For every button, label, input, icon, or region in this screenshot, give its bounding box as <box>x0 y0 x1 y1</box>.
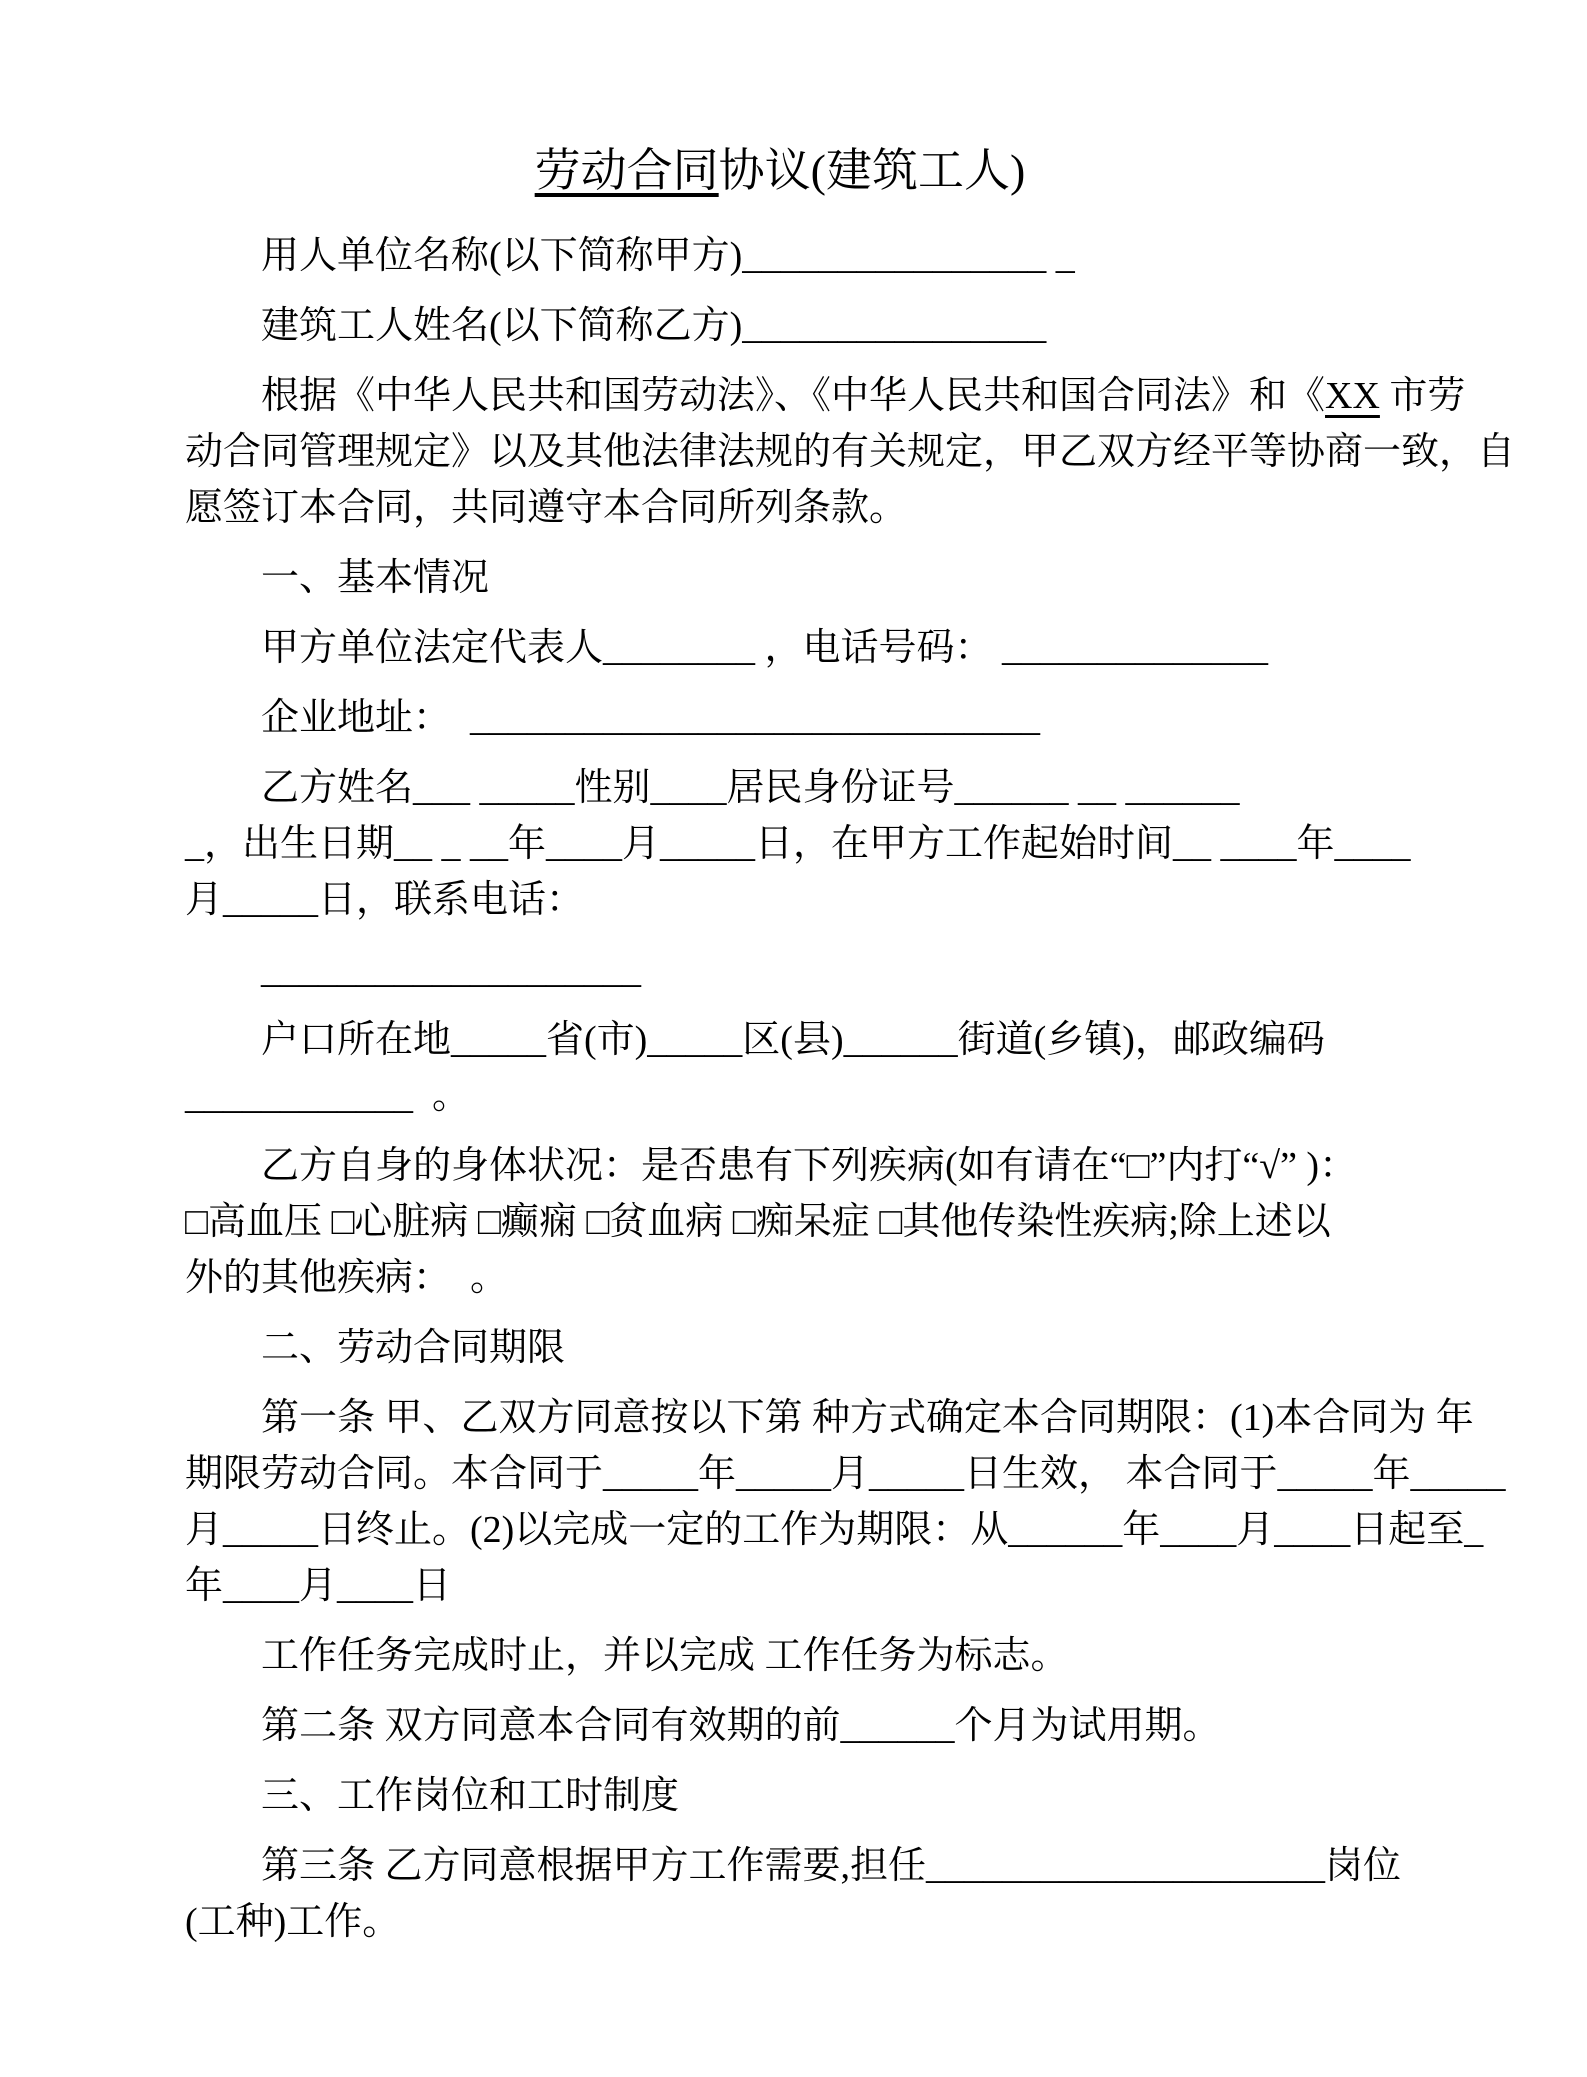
basis-line2: 动合同管理规定》以及其他法律法规的有关规定，甲乙双方经平等协商一致，自 <box>185 431 1516 473</box>
basis-line1-post: 市劳 <box>1379 375 1466 417</box>
article1-paragraph <box>185 1390 1506 1614</box>
basis-city-placeholder: XX <box>1325 375 1380 417</box>
legal-basis-paragraph <box>185 368 1516 536</box>
health-paragraph <box>185 1138 1375 1306</box>
health-line2: □高血压 □心脏病 □癫痫 □贫血病 □痴呆症 □其他传染性疾病;除上述以 <box>185 1201 1331 1243</box>
article3-line1: 第三条 乙方同意根据甲方工作需要,担任_____________________岗位 <box>261 1845 1402 1887</box>
legal-rep-text: 甲方单位法定代表人________ ，电话号码： ______________ <box>261 627 1269 669</box>
legal-rep-line <box>185 620 1375 676</box>
section3-heading <box>185 1768 1375 1824</box>
section1-heading <box>185 550 1375 606</box>
task-note-text: 工作任务完成时止，并以完成 工作任务为标志。 <box>261 1635 1069 1677</box>
residence-line1: 户口所在地_____省(市)_____区(县)______街道(乡镇)，邮政编码 <box>261 1019 1325 1061</box>
section2-heading-text: 二、劳动合同期限 <box>261 1327 566 1369</box>
article3-paragraph <box>185 1838 1402 1950</box>
article3-line2: (工种)工作。 <box>185 1901 401 1943</box>
basis-line1-pre: 根据《中华人民共和国劳动法》、《中华人民共和国合同法》和《 <box>261 375 1326 417</box>
title-underlined-part: 劳动合同 <box>534 145 719 196</box>
residence-line2: ____________ 。 <box>185 1075 471 1117</box>
worker-info-line2: _，出生日期__ _ __年____月_____日，在甲方工作起始时间__ ____年____ <box>185 823 1411 865</box>
document-title <box>185 138 1375 204</box>
article1-line2: 期限劳动合同。本合同于_____年_____月_____日生效， 本合同于_____年_____ <box>185 1453 1506 1495</box>
worker-info-line3: 月_____日，联系电话： <box>185 879 585 921</box>
residence-paragraph <box>185 1012 1375 1124</box>
party-a-text: 用人单位名称(以下简称甲方)________________ _ <box>261 235 1075 277</box>
party-b-line <box>185 298 1375 354</box>
company-address-text: 企业地址： ______________________________ <box>261 697 1041 739</box>
article1-line1: 第一条 甲、乙双方同意按以下第 种方式确定本合同期限：(1)本合同为 年 <box>261 1397 1474 1439</box>
section2-heading <box>185 1320 1375 1376</box>
article2-text: 第二条 双方同意本合同有效期的前______个月为试用期。 <box>261 1705 1221 1747</box>
article2-line <box>185 1698 1375 1754</box>
worker-info-paragraph <box>185 760 1411 928</box>
party-a-line <box>185 228 1375 284</box>
article1-line3: 月_____日终止。(2)以完成一定的工作为期限：从______年____月____日起至_ <box>185 1509 1484 1551</box>
worker-info-line1: 乙方姓名___ _____性别____居民身份证号______ __ ______ <box>261 767 1240 809</box>
section3-heading-text: 三、工作岗位和工时制度 <box>261 1775 680 1817</box>
phone-blank-text: ____________________ <box>261 949 641 991</box>
health-line3: 外的其他疾病： 。 <box>185 1257 509 1299</box>
article1-line4: 年____月____日 <box>185 1565 452 1607</box>
section1-heading-text: 一、基本情况 <box>261 557 490 599</box>
phone-blank-line <box>185 942 1375 998</box>
title-rest-part: 协议(建筑工人) <box>718 145 1026 196</box>
company-address-line <box>185 690 1375 746</box>
party-b-text: 建筑工人姓名(以下简称乙方)________________ <box>261 305 1047 347</box>
task-note-line <box>185 1628 1375 1684</box>
basis-line3: 愿签订本合同，共同遵守本合同所列条款。 <box>185 487 908 529</box>
health-line1: 乙方自身的身体状况：是否患有下列疾病(如有请在“□”内打“√” )： <box>261 1145 1358 1187</box>
